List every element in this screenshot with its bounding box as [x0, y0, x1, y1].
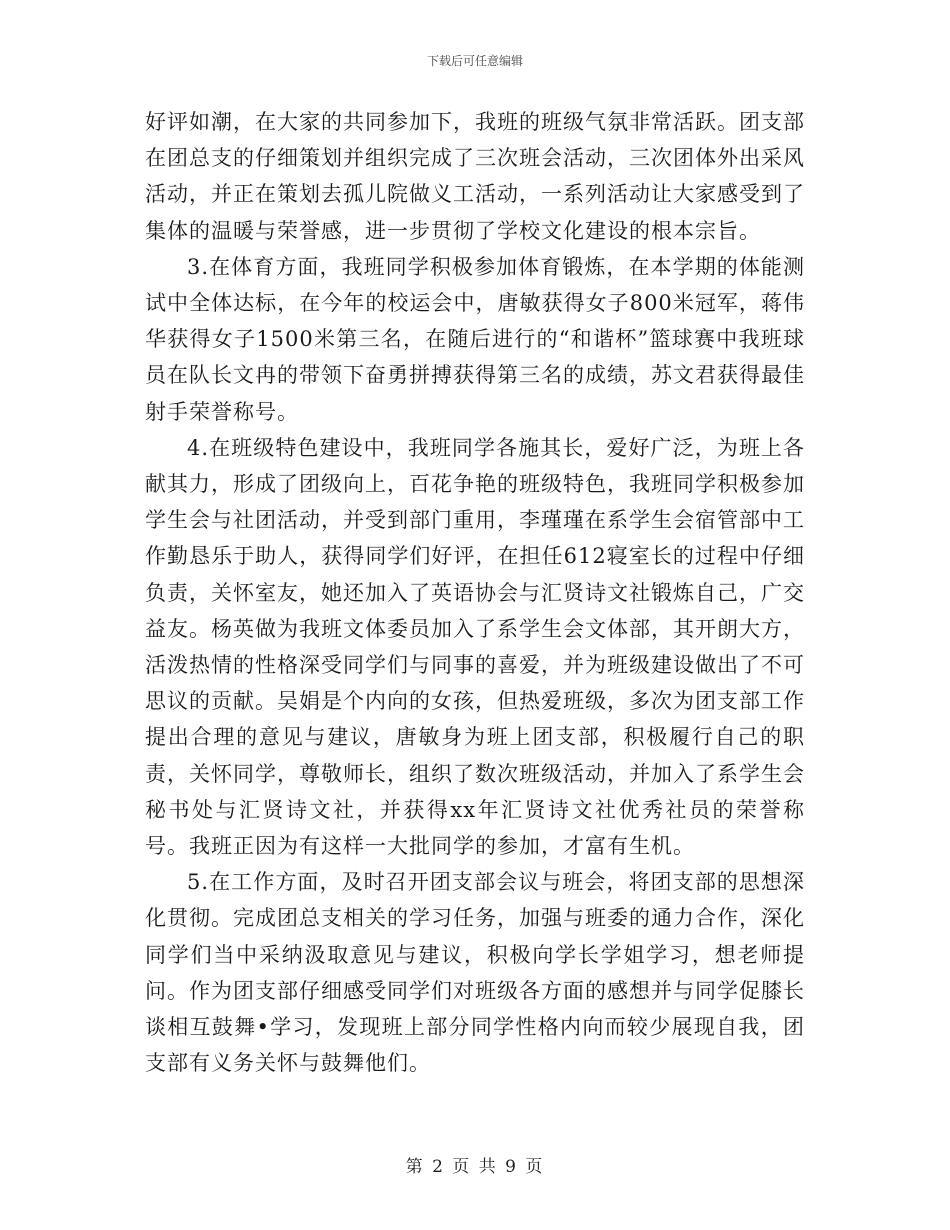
paragraph-continuation: 好评如潮，在大家的共同参加下，我班的班级气氛非常活跃。团支部在团总支的仔细策划并组织完成了三次班会活动，三次团体外出采风活动，并正在策划去孤儿院做义工活动，一系列活动让大家感受到了集体的温暖与荣誉感，进一步贯彻了学校文化建设的根本宗旨。 — [145, 110, 805, 243]
document-body — [145, 104, 805, 1081]
paragraph-work: 5.在工作方面，及时召开团支部会议与班会，将团支部的思想深化贯彻。完成团总支相关的学习任务，加强与班委的通力合作，深化同学们当中采纳汲取意见与建议，积极向学长学姐学习，想老师提问。作为团支部仔细感受同学们对班级各方面的感想并与同学促膝长谈相互鼓舞•学习，发现班上部分同学性格内向而较少展现自我，团支部有义务关怀与鼓舞他们。 — [145, 870, 805, 1076]
page-number-footer — [0, 1152, 950, 1177]
page-number-label: 第 2 页 共 9 页 — [405, 1157, 545, 1177]
page-header-note: 下载后可任意编辑 — [426, 54, 523, 68]
paragraph-class-features: 4.在班级特色建设中，我班同学各施其长，爱好广泛，为班上各献其力，形成了团级向上，百花争艳的班级特色，我班同学积极参加学生会与社团活动，并受到部门重用，李瑾瑾在系学生会宿管部中工作勤恳乐于助人，获得同学们好评，在担任612寝室长的过程中仔细负责，关怀室友，她还加入了英语协会与汇贤诗文社锻炼自己，广交益友。杨英做为我班文体委员加入了系学生会文体部，其开朗大方，活泼热情的性格深受同学们与同事的喜爱，并为班级建设做出了不可思议的贡献。吴娟是个内向的女孩，但热爱班级，多次为团支部工作提出合理的意见与建议，唐敏身为班上团支部，积极履行自己的职责，关怀同学，尊敬师长，组织了数次班级活动，并加入了系学生会秘书处与汇贤诗文社，并获得xx年汇贤诗文社优秀社员的荣誉称号。我班正因为有这样一大批同学的参加，才富有生机。 — [145, 435, 805, 859]
paragraph-sports: 3.在体育方面，我班同学积极参加体育锻炼，在本学期的体能测试中全体达标，在今年的校运会中，唐敏获得女子800米冠军，蒋伟华获得女子1500米第三名，在随后进行的“和谐杯”篮球赛中我班球员在队长文冉的带领下奋勇拼搏获得第三名的成绩，苏文君获得最佳射手荣誉称号。 — [145, 254, 805, 424]
